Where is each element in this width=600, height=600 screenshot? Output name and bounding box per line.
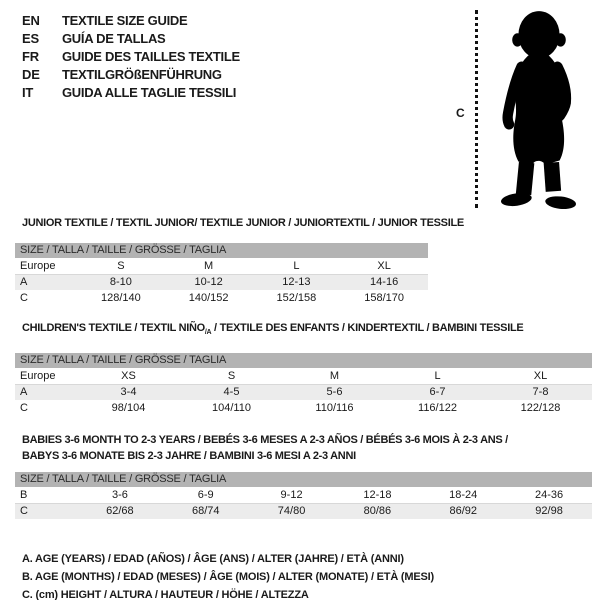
size-cell: 8-10 bbox=[109, 276, 132, 288]
size-cell: 74/80 bbox=[277, 505, 306, 518]
size-cell: XL bbox=[377, 260, 391, 272]
size-cell: 18-24 bbox=[449, 489, 478, 502]
language-list bbox=[22, 12, 240, 102]
section-title bbox=[15, 320, 592, 341]
size-cell: 6-7 bbox=[429, 386, 446, 399]
language-label: TEXTILE SIZE GUIDE bbox=[62, 13, 188, 28]
row-label: A bbox=[20, 386, 28, 399]
language-code: EN bbox=[22, 13, 40, 28]
table-row bbox=[15, 368, 592, 384]
language-label: GUIDE DES TAILLES TEXTILE bbox=[62, 49, 240, 64]
size-cell: 12-18 bbox=[363, 489, 392, 502]
size-cell: 6-9 bbox=[197, 489, 214, 502]
size-cell: 9-12 bbox=[280, 489, 303, 502]
size-cell: 68/74 bbox=[191, 505, 220, 518]
height-measure-line bbox=[475, 10, 478, 208]
table-row bbox=[15, 384, 592, 400]
footnotes bbox=[15, 550, 592, 600]
section-title bbox=[15, 432, 592, 464]
section-title-line bbox=[22, 448, 592, 464]
table-size-header: SIZE / TALLA / TAILLE / GRÖSSE / TAGLIA bbox=[15, 472, 592, 487]
size-cell: 152/158 bbox=[276, 292, 317, 304]
size-cell: 12-13 bbox=[282, 276, 311, 288]
language-row bbox=[22, 48, 240, 66]
row-label: C bbox=[20, 402, 28, 415]
footnote: A. AGE (YEARS) / EDAD (AÑOS) / ÂGE (ANS) / ALTER (JAHRE) / ETÀ (ANNI) bbox=[22, 553, 404, 566]
row-label: Europe bbox=[20, 260, 56, 272]
section-title-line bbox=[22, 215, 592, 231]
row-label: C bbox=[20, 505, 28, 518]
size-cell: L bbox=[434, 370, 441, 383]
size-cell: 14-16 bbox=[370, 276, 399, 288]
title-text: BABIES 3-6 MONTH TO 2-3 YEARS / BEBÉS 3-6 MESES A 2-3 AÑOS / BÉBÉS 3-6 MOIS À 2-3 ANS / bbox=[22, 434, 508, 447]
measure-label-c: C bbox=[456, 106, 465, 120]
size-cell: XL bbox=[533, 370, 548, 383]
size-cell: 24-36 bbox=[534, 489, 564, 502]
language-row bbox=[22, 66, 240, 84]
title-text: /A bbox=[204, 329, 212, 337]
size-figure bbox=[450, 8, 596, 214]
size-cell: 98/104 bbox=[111, 402, 146, 415]
size-cell: 122/128 bbox=[520, 402, 561, 415]
size-cell: 4-5 bbox=[223, 386, 240, 399]
row-label: Europe bbox=[20, 370, 56, 383]
section-junior bbox=[15, 215, 592, 306]
language-label: TEXTILGRÖßENFÜHRUNG bbox=[62, 67, 222, 82]
language-code: ES bbox=[22, 31, 39, 46]
size-cell: 86/92 bbox=[449, 505, 477, 518]
title-text: BABYS 3-6 MONATE BIS 2-3 JAHRE / BAMBINI 3-6 MESI A 2-3 ANNI bbox=[22, 450, 356, 463]
size-cell: 7-8 bbox=[532, 386, 549, 399]
size-cell: L bbox=[293, 260, 300, 272]
title-text: CHILDREN'S TEXTILE / TEXTIL NIÑO bbox=[22, 322, 205, 334]
row-label: C bbox=[20, 292, 28, 304]
size-cell: 128/140 bbox=[100, 292, 141, 304]
language-row bbox=[22, 12, 240, 30]
size-cell: XS bbox=[121, 370, 136, 383]
toddler-silhouette-icon bbox=[487, 8, 591, 214]
language-label: GUÍA DE TALLAS bbox=[62, 31, 166, 46]
size-cell: 158/170 bbox=[364, 292, 404, 304]
footnote: B. AGE (MONTHS) / EDAD (MESES) / ÂGE (MOIS) / ALTER (MONATE) / ETÀ (MESI) bbox=[22, 571, 434, 584]
size-cell: S bbox=[117, 260, 125, 272]
size-cell: S bbox=[227, 370, 236, 383]
size-cell: 62/68 bbox=[106, 505, 134, 518]
row-label: B bbox=[20, 489, 28, 502]
language-label: GUIDA ALLE TAGLIE TESSILI bbox=[62, 85, 237, 100]
size-cell: 3-4 bbox=[120, 386, 137, 399]
section-title bbox=[15, 215, 592, 231]
size-cell: 92/98 bbox=[535, 505, 563, 518]
section-babies bbox=[15, 432, 592, 519]
table-size-header: SIZE / TALLA / TAILLE / GRÖSSE / TAGLIA bbox=[15, 353, 592, 368]
language-row bbox=[22, 84, 240, 102]
table-row bbox=[15, 400, 592, 416]
size-cell: 10-12 bbox=[194, 276, 223, 288]
footnote: C. (cm) HEIGHT / ALTURA / HAUTEUR / HÖHE / ALTEZZA bbox=[22, 589, 309, 600]
table-row bbox=[15, 258, 428, 274]
section-children bbox=[15, 320, 592, 416]
language-code: IT bbox=[22, 85, 34, 100]
size-cell: 110/116 bbox=[315, 402, 354, 415]
table-row bbox=[15, 503, 592, 519]
section-title-line bbox=[22, 320, 592, 341]
size-cell: M bbox=[204, 260, 214, 272]
size-cell: M bbox=[329, 370, 340, 383]
table-size-header: SIZE / TALLA / TAILLE / GRÖSSE / TAGLIA bbox=[15, 243, 428, 258]
language-code: FR bbox=[22, 49, 39, 64]
title-text: / TEXTILE DES ENFANTS / KINDERTEXTIL / BAMBINI TESSILE bbox=[211, 322, 524, 334]
size-cell: 116/122 bbox=[418, 402, 457, 415]
table-row bbox=[15, 487, 592, 503]
size-cell: 5-6 bbox=[326, 386, 343, 399]
language-row bbox=[22, 30, 240, 48]
row-label: A bbox=[20, 276, 28, 288]
table-row bbox=[15, 290, 428, 306]
size-cell: 3-6 bbox=[111, 489, 128, 502]
size-cell: 80/86 bbox=[363, 505, 392, 518]
size-cell: 140/152 bbox=[188, 292, 229, 304]
size-tables bbox=[15, 215, 592, 600]
title-text: JUNIOR TEXTILE / TEXTIL JUNIOR/ TEXTILE JUNIOR / JUNIORTEXTIL / JUNIOR TESSILE bbox=[22, 217, 464, 229]
size-cell: 104/110 bbox=[212, 402, 251, 415]
language-code: DE bbox=[22, 67, 40, 82]
table-row bbox=[15, 274, 428, 290]
section-title-line bbox=[22, 432, 592, 448]
